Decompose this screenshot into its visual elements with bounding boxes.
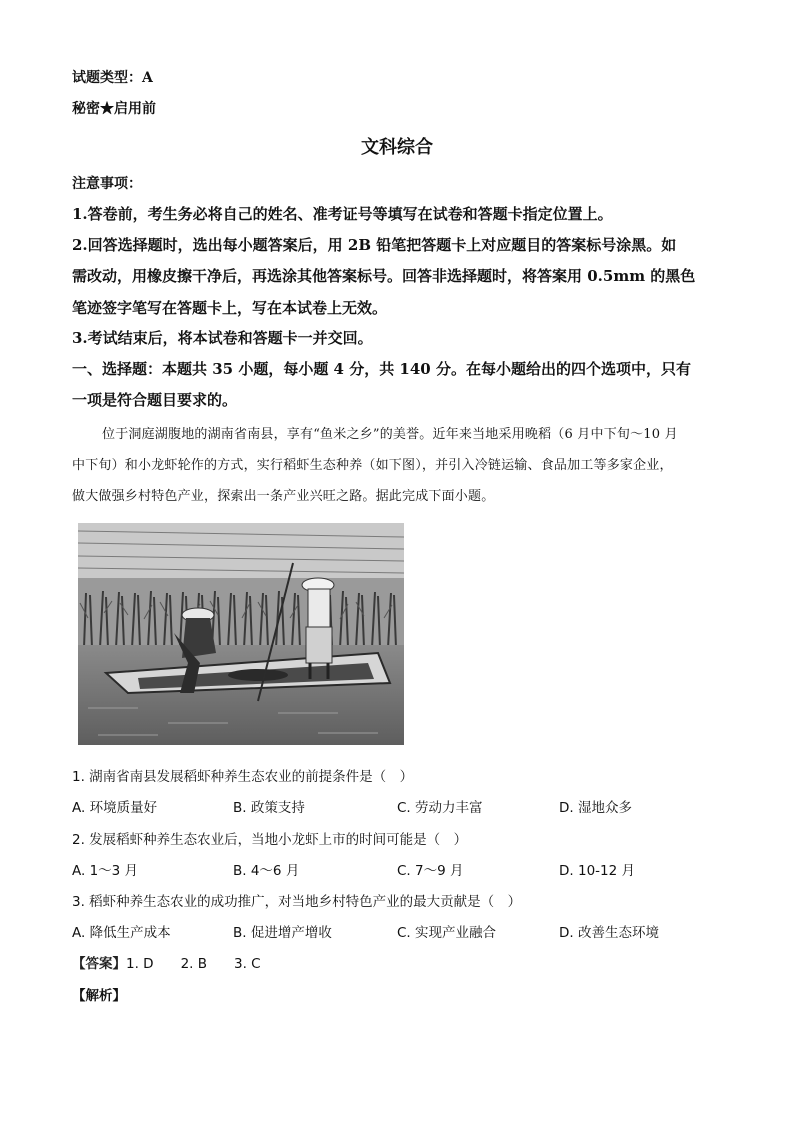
intro-line-3: 做大做强乡村特色产业，探索出一条产业兴旺之路。据此完成下面小题。: [72, 489, 495, 504]
question-2-option-b: B. 4～6 月: [233, 863, 300, 879]
answer-line: [72, 952, 261, 972]
question-3-option-b: B. 促进增产增收: [233, 925, 332, 941]
notice-item-3: 3.考试结束后，将本试卷和答题卡一并交回。: [72, 329, 373, 347]
question-1-option-c: C. 劳动力丰富: [397, 800, 483, 816]
analysis-tag: 【解析】: [72, 988, 126, 1004]
intro-line-2: 中下旬）和小龙虾轮作的方式，实行稻虾生态种养（如下图），并引入冷链运输、食品加工等多家企业，: [72, 458, 673, 473]
intro-line-1: 位于洞庭湖腹地的湖南省南县，享有“鱼米之乡”的美誉。近年来当地采用晚稻（6 月中下旬～10 月: [102, 427, 678, 442]
question-1-option-d: D. 湿地众多: [559, 800, 632, 816]
answer-tag: 【答案】: [72, 956, 126, 972]
question-3-option-c: C. 实现产业融合: [397, 925, 497, 941]
question-2-option-d: D. 10-12 月: [559, 863, 635, 879]
notice-heading: 注意事项：: [72, 176, 142, 192]
question-2-stem: 2. 发展稻虾种养生态农业后，当地小龙虾上市的时间可能是（ ）: [72, 832, 468, 848]
page-title: 文科综合: [361, 137, 433, 158]
question-3-option-a: A. 降低生产成本: [72, 925, 171, 941]
notice-item-2-line-1: 2.回答选择题时，选出每小题答案后，用 2B 铅笔把答题卡上对应题目的答案标号涂黑。如: [72, 236, 677, 254]
answer-values: 1. D 2. B 3. C: [126, 956, 261, 972]
section-heading-line-2: 一项是符合题目要求的。: [72, 391, 238, 409]
rice-shrimp-farming-photo: [78, 523, 404, 745]
question-3-stem: 3. 稻虾种养生态农业的成功推广，对当地乡村特色产业的最大贡献是（ ）: [72, 894, 522, 910]
question-1-option-b: B. 政策支持: [233, 800, 305, 816]
question-2-option-c: C. 7～9 月: [397, 863, 464, 879]
confidential-label: 秘密★启用前: [72, 101, 156, 117]
notice-item-2-line-2: 需改动，用橡皮擦干净后，再选涂其他答案标号。回答非选择题时，将答案用 0.5mm 的黑色: [72, 267, 696, 285]
section-heading-line-1: 一、选择题：本题共 35 小题，每小题 4 分，共 140 分。在每小题给出的四个选项中，只有: [72, 360, 691, 378]
notice-item-2-line-3: 笔迹签字笔写在答题卡上，写在本试卷上无效。: [72, 299, 388, 317]
notice-item-1: 1.答卷前，考生务必将自己的姓名、准考证号等填写在试卷和答题卡指定位置上。: [72, 205, 613, 223]
exam-type-label: 试题类型：A: [72, 70, 153, 86]
question-2-option-a: A. 1～3 月: [72, 863, 139, 879]
question-3-option-d: D. 改善生态环境: [559, 925, 659, 941]
question-1-option-a: A. 环境质量好: [72, 800, 158, 816]
question-1-stem: 1. 湖南省南县发展稻虾种养生态农业的前提条件是（ ）: [72, 769, 414, 785]
